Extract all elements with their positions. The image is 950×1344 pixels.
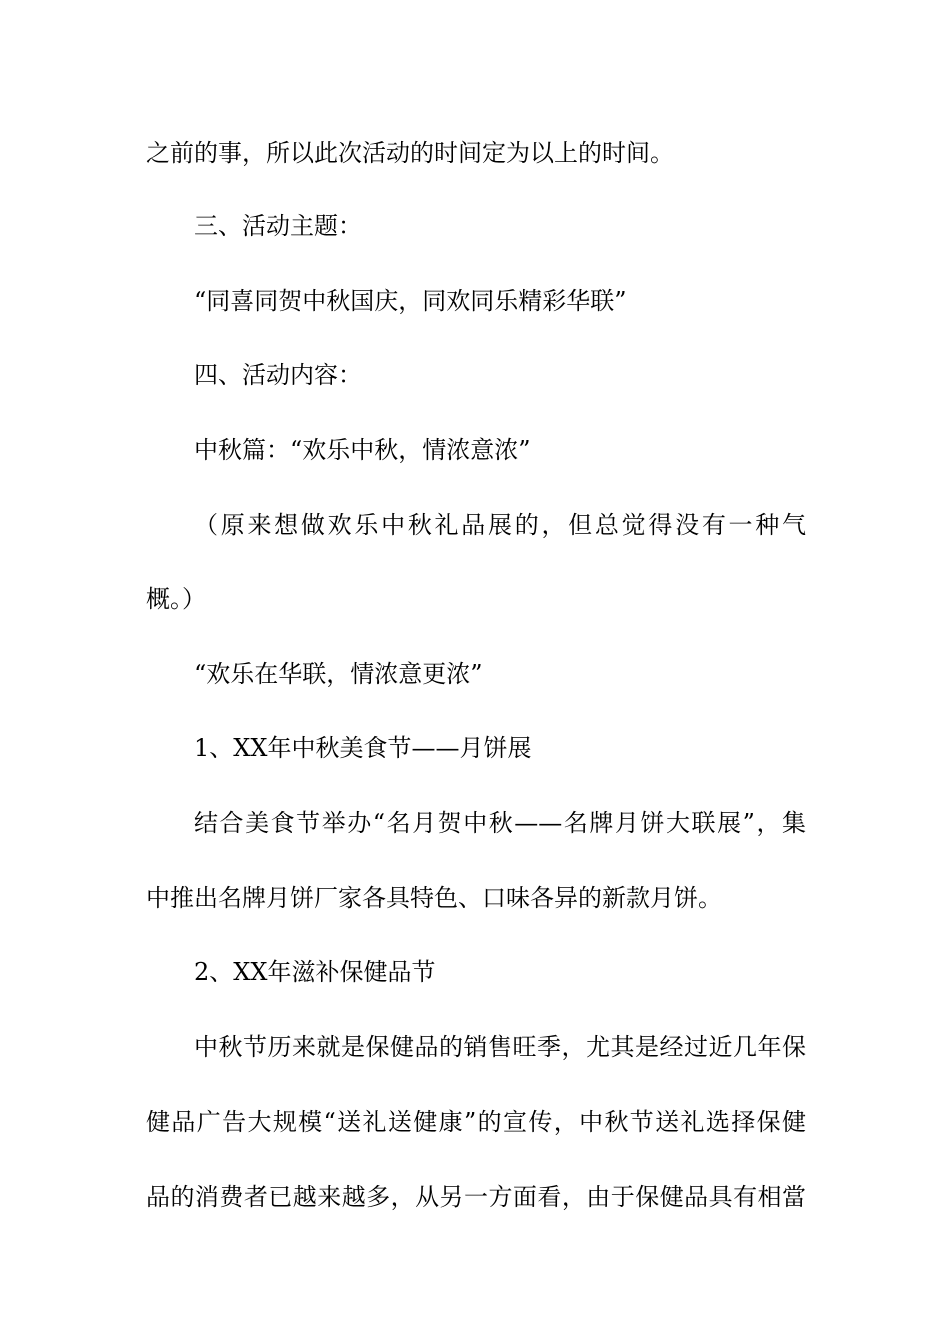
sub-slogan: “欢乐在华联，情浓意更浓” [194, 660, 483, 688]
paragraph-line-1: 之前的事，所以此次活动的时间定为以上的时间。 [146, 139, 674, 167]
section-heading-content: 四、活动内容： [194, 361, 362, 389]
theme-slogan: “同喜同贺中秋国庆，同欢同乐精彩华联” [194, 287, 627, 315]
paragraph-note-line-1: （原来想做欢乐中秋礼品展的，但总觉得没有一种气 [194, 511, 806, 539]
item-2-paragraph-line-3: 品的消费者已越来越多，从另一方面看，由于保健品具有相當 [146, 1183, 806, 1211]
item-2-paragraph-line-2: 健品广告大规模“送礼送健康”的宣传，中秋节送礼选择保健 [146, 1108, 806, 1136]
section-heading-theme: 三、活动主题： [194, 212, 362, 240]
item-1-paragraph-line-2: 中推出名牌月饼厂家各具特色、口味各异的新款月饼。 [146, 884, 722, 912]
paragraph-note-line-2: 概。） [146, 585, 206, 613]
item-2-heading: 2、XX年滋补保健品节 [194, 958, 436, 986]
item-1-paragraph-line-1: 结合美食节举办“名月贺中秋——名牌月饼大联展”，集 [194, 809, 806, 837]
mid-autumn-title: 中秋篇：“欢乐中秋，情浓意浓” [194, 436, 531, 464]
item-1-heading: 1、XX年中秋美食节——月饼展 [194, 734, 532, 762]
item-2-paragraph-line-1: 中秋节历来就是保健品的销售旺季，尤其是经过近几年保 [194, 1033, 806, 1061]
